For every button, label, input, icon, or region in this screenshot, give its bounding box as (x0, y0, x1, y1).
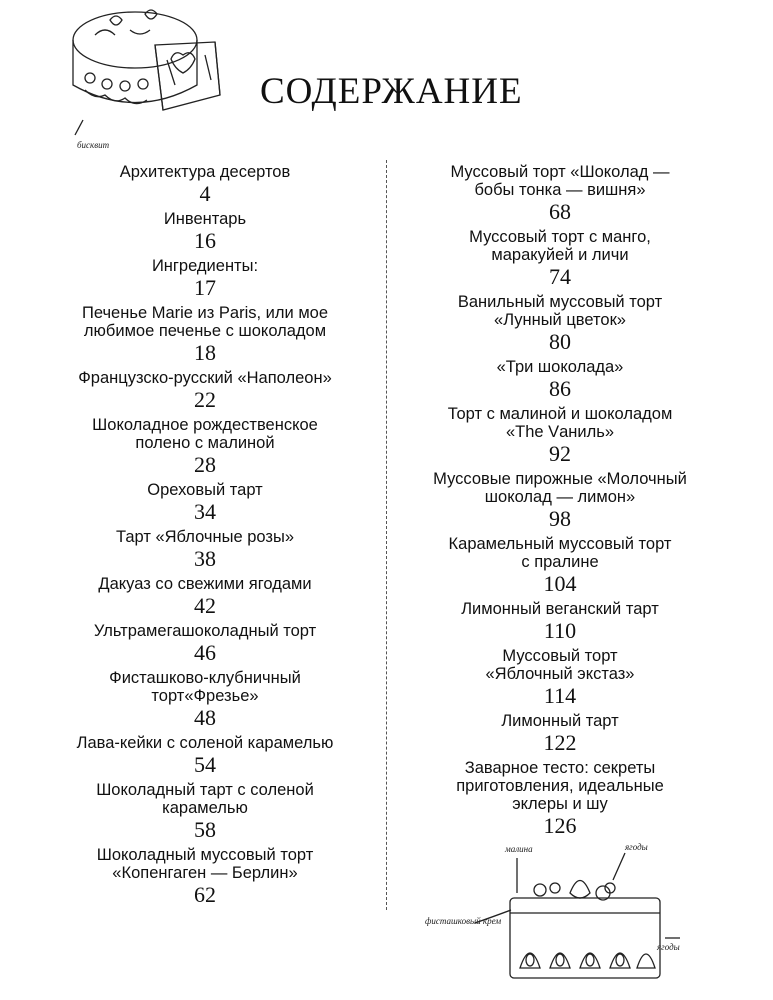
toc-entry-title: «Три шоколада» (496, 358, 624, 376)
toc-entry-title: Шоколадный муссовый торт «Копенгаген — Берлин» (96, 846, 314, 882)
toc-entry[interactable] (25, 163, 385, 206)
toc-entry[interactable] (25, 528, 385, 571)
toc-entry-page: 80 (549, 329, 571, 354)
toc-entry-page: 4 (199, 181, 211, 206)
toc-entry-title: Муссовый торт «Шоколад — бобы тонка — вишня» (450, 163, 670, 199)
toc-entry[interactable] (380, 600, 740, 643)
toc-entry[interactable] (380, 535, 740, 596)
toc-left-column (25, 163, 385, 911)
toc-entry-page: 28 (194, 452, 216, 477)
toc-entry-page: 22 (194, 387, 216, 412)
toc-entry-title: Французско-русский «Наполеон» (78, 369, 332, 387)
toc-entry[interactable] (25, 846, 385, 907)
toc-entry[interactable] (380, 228, 740, 289)
toc-entry-page: 42 (194, 593, 216, 618)
toc-entry-title: Ультрамегашоколадный торт (93, 622, 317, 640)
toc-entry-title: Шоколадное рождественское полено с малиной (92, 416, 318, 452)
toc-entry-title: Ореховый тарт (147, 481, 263, 499)
toc-entry[interactable] (25, 734, 385, 777)
toc-entry-page: 34 (194, 499, 216, 524)
sketch-label-berries-side: ягоды (657, 942, 680, 952)
toc-entry-title: Карамельный муссовый торт с пралине (448, 535, 672, 571)
toc-entry-page: 58 (194, 817, 216, 842)
toc-entry[interactable] (380, 647, 740, 708)
page-title: СОДЕРЖАНИЕ (260, 71, 523, 112)
toc-entry-page: 38 (194, 546, 216, 571)
toc-entry-page: 62 (194, 882, 216, 907)
toc-entry-title: Лимонный веганский тарт (461, 600, 659, 618)
toc-right-column (380, 163, 740, 842)
toc-entry-page: 86 (549, 376, 571, 401)
toc-entry[interactable] (380, 712, 740, 755)
toc-entry-page: 74 (549, 264, 571, 289)
toc-entry-title: Фисташково-клубничный торт«Фрезье» (109, 669, 301, 705)
toc-entry-title: Муссовый торт «Яблочный экстаз» (485, 647, 635, 683)
toc-entry-page: 114 (543, 683, 577, 708)
toc-entry[interactable] (25, 781, 385, 842)
toc-entry[interactable] (380, 470, 740, 531)
toc-entry-page: 54 (194, 752, 216, 777)
toc-entry-page: 18 (194, 340, 216, 365)
toc-entry-title: Торт с малиной и шоколадом «The Vаниль» (447, 405, 673, 441)
toc-entry[interactable] (380, 405, 740, 466)
toc-entry-page: 126 (543, 813, 577, 838)
toc-entry[interactable] (25, 304, 385, 365)
sketch-label-cream: фисташковый крем (425, 916, 502, 926)
toc-entry-title: Печенье Marie из Paris, или мое любимое печенье с шоколадом (81, 304, 329, 340)
toc-entry-title: Шоколадный тарт с соленой карамелью (96, 781, 314, 817)
cake-sketch-bottom (425, 838, 685, 988)
toc-entry[interactable] (25, 669, 385, 730)
toc-entry-page: 17 (194, 275, 216, 300)
toc-entry-title: Инвентарь (163, 210, 247, 228)
toc-entry-page: 104 (543, 571, 577, 596)
toc-entry-page: 92 (549, 441, 571, 466)
toc-entry-title: Тарт «Яблочные розы» (116, 528, 294, 546)
sketch-label-raspberry: малина (505, 844, 533, 854)
sketch-label-top: бисквит (77, 140, 110, 150)
toc-entry-title: Архитектура десертов (119, 163, 291, 181)
toc-entry-title: Ингредиенты: (151, 257, 259, 275)
toc-entry[interactable] (25, 416, 385, 477)
toc-entry[interactable] (25, 575, 385, 618)
toc-entry[interactable] (25, 369, 385, 412)
toc-entry[interactable] (380, 759, 740, 838)
toc-entry-page: 68 (549, 199, 571, 224)
toc-entry[interactable] (380, 163, 740, 224)
toc-entry[interactable] (25, 622, 385, 665)
sketch-label-berries-top: ягоды (625, 842, 648, 852)
toc-entry-page: 110 (543, 618, 577, 643)
toc-entry-page: 48 (194, 705, 216, 730)
toc-entry[interactable] (380, 293, 740, 354)
toc-entry-page: 122 (543, 730, 577, 755)
cake-sketch-top (55, 0, 230, 160)
toc-entry[interactable] (25, 257, 385, 300)
toc-entry-page: 98 (549, 506, 571, 531)
toc-entry[interactable] (380, 358, 740, 401)
toc-entry-title: Лава-кейки с соленой карамелью (76, 734, 334, 752)
toc-entry-page: 16 (194, 228, 216, 253)
toc-entry-title: Муссовый торт с манго, маракуйей и личи (469, 228, 651, 264)
toc-entry-title: Муссовые пирожные «Молочный шоколад — лимон» (433, 470, 687, 506)
toc-entry-page: 46 (194, 640, 216, 665)
toc-entry-title: Дакуаз со свежими ягодами (98, 575, 312, 593)
toc-entry[interactable] (25, 481, 385, 524)
toc-entry-title: Ванильный муссовый торт «Лунный цветок» (457, 293, 663, 329)
toc-entry[interactable] (25, 210, 385, 253)
toc-entry-title: Лимонный тарт (501, 712, 619, 730)
toc-entry-title: Заварное тесто: секреты приготовления, идеальные эклеры и шу (456, 759, 664, 813)
